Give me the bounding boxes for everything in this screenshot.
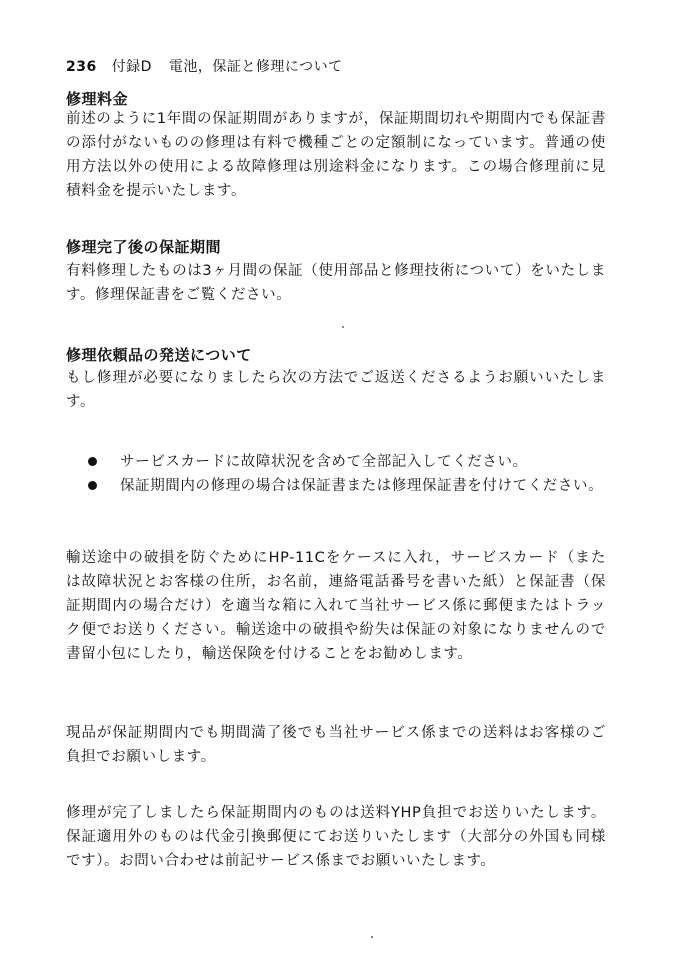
section-heading-shipping: 修理依頼品の発送について bbox=[66, 346, 252, 364]
paragraph-repair-fee: 前述のように1年間の保証期間がありますが，保証期間切れや期間内でも保証書の添付がないものの修理は有料で機種ごとの定額制になっています。普通の使用方法以外の使用による故障修理は別途料金になります。この場合修理前に見積料金を提示いたします。 bbox=[66, 111, 606, 199]
section-heading-repair-fee: 修理料金 bbox=[66, 90, 129, 108]
paragraph-warranty-after-repair: 有料修理したものは3ヶ月間の保証（使用部品と修理技術について）をいたします。修理保証書をご覧ください。 bbox=[66, 263, 606, 303]
list-item bbox=[88, 474, 608, 498]
paragraph-shipping-details: 輸送途中の破損を防ぐためにHP-11Cをケースに入れ，サービスカード（または故障状況とお客様の住所，お名前，連絡電話番号を書いた紙）と保証書（保証期間内の場合だけ）を適当な箱に入れて当社サービス係に郵便またはトラック便でお送りください。輸送途中の破損や紛失は保証の対象になりませんので書留小包にしたり，輸送保険を付けることをお勧めします。 bbox=[66, 550, 606, 662]
bullet-icon bbox=[88, 481, 97, 490]
appendix-label: 付録D bbox=[111, 59, 152, 75]
paragraph-shipping-cost: 現品が保証期間内でも期間満了後でも当社サービス係までの送料はお客様のご負担でお願いします。 bbox=[66, 725, 606, 765]
running-header bbox=[66, 56, 343, 76]
bullet-text: 保証期間内の修理の場合は保証書または修理保証書を付けてください。 bbox=[120, 478, 604, 494]
paragraph-return: 修理が完了しましたら保証期間内のものは送料YHP負担でお送りいたします。保証適用外のものは代金引換郵便にてお送りいたします（大部分の外国も同様です）。お問い合わせは前記サービス係までお願いいたします。 bbox=[66, 805, 606, 869]
bullet-icon bbox=[88, 457, 97, 466]
paragraph-shipping-intro: もし修理が必要になりましたら次の方法でご返送くださるようお願いいたします。 bbox=[66, 370, 606, 410]
page-number: 236 bbox=[66, 59, 97, 75]
chapter-title: 電池，保証と修理について bbox=[168, 59, 343, 75]
bullet-text: サービスカードに故障状況を含めて全部記入してください。 bbox=[120, 454, 528, 470]
scan-speck bbox=[342, 326, 344, 328]
bullet-list bbox=[88, 450, 608, 498]
list-item bbox=[88, 450, 608, 474]
section-heading-warranty-after-repair: 修理完了後の保証期間 bbox=[66, 238, 222, 256]
scan-speck bbox=[371, 936, 373, 938]
